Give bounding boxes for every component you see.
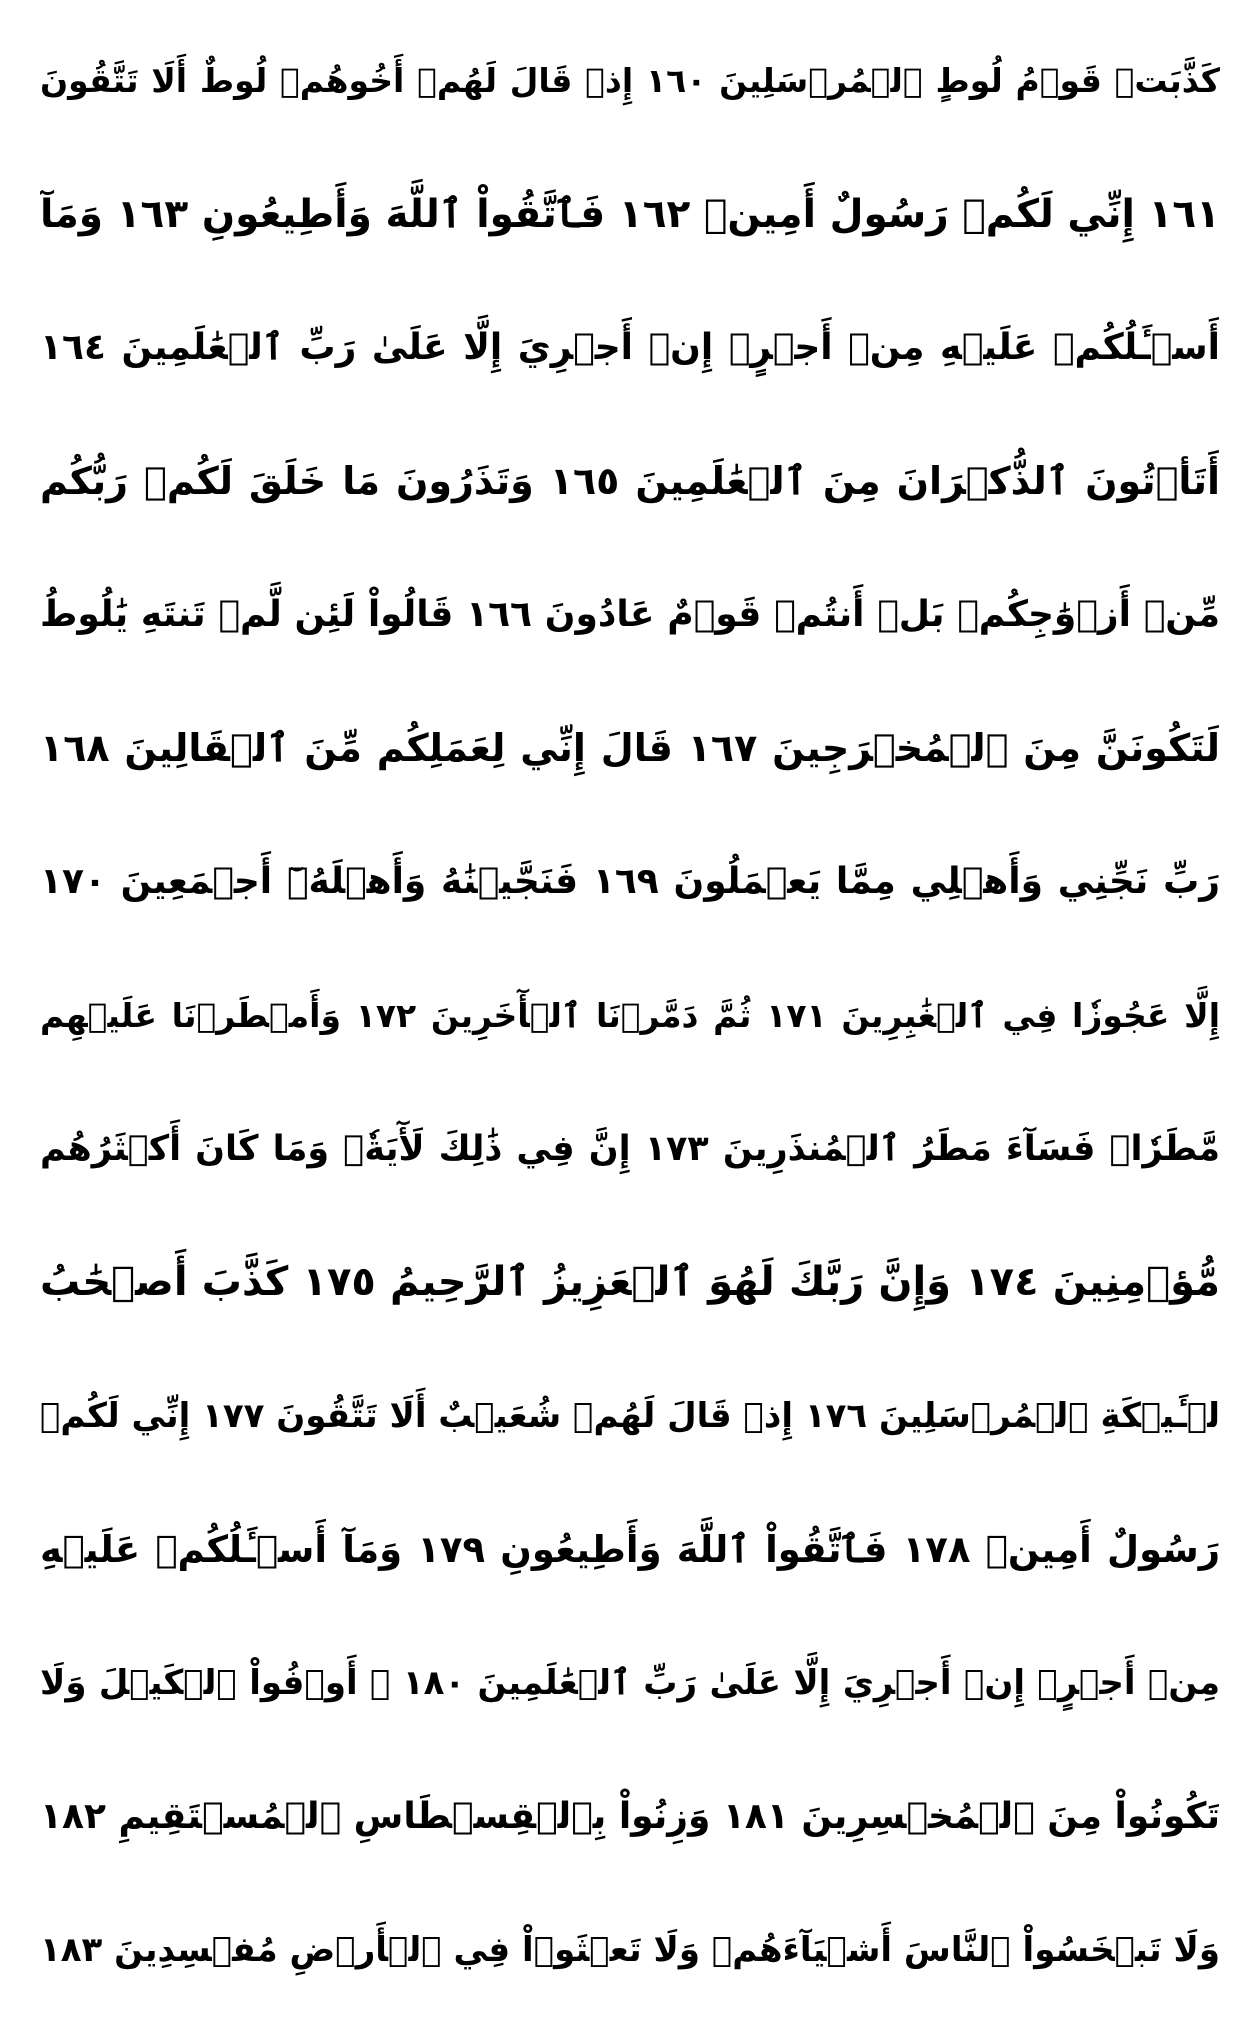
line-3-text: أَسۡـَٔلُكُمۡ عَلَيۡهِ مِنۡ أَجۡرٍۖ إِنۡ أَجۡرِيَ إِلَّا عَلَىٰ رَبِّ ٱلۡعَٰلَمِينَ ١٦٤ (40, 327, 1220, 369)
line-5-text: مِّنۡ أَزۡوَٰجِكُمۚ بَلۡ أَنتُمۡ قَوۡمٌ عَادُونَ ١٦٦ قَالُواْ لَئِن لَّمۡ تَنتَهِ يَٰلُوطُ (40, 594, 1220, 636)
text-line-6 (40, 682, 1220, 816)
line-10-text: مُّؤۡمِنِينَ ١٧٤ وَإِنَّ رَبَّكَ لَهُوَ ٱلۡعَزِيزُ ٱلرَّحِيمُ ١٧٥ كَذَّبَ أَصۡحَٰبُ (40, 1259, 1220, 1306)
line-2-text: ١٦١ إِنِّي لَكُمۡ رَسُولٌ أَمِينٞ ١٦٢ فَٱتَّقُواْ ٱللَّهَ وَأَطِيعُونِ ١٦٣ وَمَآ (40, 191, 1220, 237)
text-line-7 (40, 815, 1220, 949)
text-line-9 (40, 1082, 1220, 1216)
line-7-text: رَبِّ نَجِّنِي وَأَهۡلِي مِمَّا يَعۡمَلُونَ ١٦٩ فَنَجَّيۡنَٰهُ وَأَهۡلَهُۥٓ أَجۡمَعِينَ ١٧٠ (40, 861, 1220, 903)
line-6-text: لَتَكُونَنَّ مِنَ ٱلۡمُخۡرَجِينَ ١٦٧ قَالَ إِنِّي لِعَمَلِكُم مِّنَ ٱلۡقَالِينَ ١٦٨ (40, 726, 1220, 771)
text-line-4 (40, 415, 1220, 549)
line-1-text: كَذَّبَتۡ قَوۡمُ لُوطٍ ٱلۡمُرۡسَلِينَ ١٦٠ إِذۡ قَالَ لَهُمۡ أَخُوهُمۡ لُوطٌ أَلَا تَتَّقُونَ (40, 61, 1220, 101)
text-line-12 (40, 1483, 1220, 1617)
line-12-text: رَسُولٌ أَمِينٞ ١٧٨ فَٱتَّقُواْ ٱللَّهَ وَأَطِيعُونِ ١٧٩ وَمَآ أَسۡـَٔلُكُمۡ عَلَيۡهِ (40, 1527, 1220, 1571)
line-11-text: لۡـَٔيۡكَةِ ٱلۡمُرۡسَلِينَ ١٧٦ إِذۡ قَالَ لَهُمۡ شُعَيۡبٌ أَلَا تَتَّقُونَ ١٧٧ إِنِّي لَكُمۡ (40, 1395, 1220, 1436)
text-line-8 (40, 949, 1220, 1083)
line-15-text: وَلَا تَبۡخَسُواْ ٱلنَّاسَ أَشۡيَآءَهُمۡ وَلَا تَعۡثَوۡاْ فِي ٱلۡأَرۡضِ مُفۡسِدِينَ ١٨٣ (40, 1929, 1220, 1970)
text-line-3 (40, 281, 1220, 415)
line-9-text: مَّطَرٗاۖ فَسَآءَ مَطَرُ ٱلۡمُنذَرِينَ ١٧٣ إِنَّ فِي ذَٰلِكَ لَأٓيَةٗۖ وَمَا كَانَ أَكۡثَرُهُم (40, 1128, 1220, 1169)
text-line-13 (40, 1616, 1220, 1750)
text-line-10 (40, 1216, 1220, 1350)
text-line-1 (40, 14, 1220, 148)
line-14-text: تَكُونُواْ مِنَ ٱلۡمُخۡسِرِينَ ١٨١ وَزِنُواْ بِٱلۡقِسۡطَاسِ ٱلۡمُسۡتَقِيمِ ١٨٢ (40, 1795, 1220, 1837)
text-line-5 (40, 548, 1220, 682)
text-line-11 (40, 1349, 1220, 1483)
text-line-15 (40, 1883, 1220, 2017)
line-4-text: أَتَأۡتُونَ ٱلذُّكۡرَانَ مِنَ ٱلۡعَٰلَمِينَ ١٦٥ وَتَذَرُونَ مَا خَلَقَ لَكُمۡ رَبُّكُم (40, 459, 1220, 504)
line-8-text: إِلَّا عَجُوزٗا فِي ٱلۡغَٰبِرِينَ ١٧١ ثُمَّ دَمَّرۡنَا ٱلۡأٓخَرِينَ ١٧٢ وَأَمۡطَرۡنَا عَلَيۡهِم (40, 995, 1220, 1035)
line-13-text: مِنۡ أَجۡرٍۖ إِنۡ أَجۡرِيَ إِلَّا عَلَىٰ رَبِّ ٱلۡعَٰلَمِينَ ١٨٠ ۞ أَوۡفُواْ ٱلۡكَيۡلَ وَلَا (40, 1663, 1220, 1704)
text-block (40, 14, 1220, 2017)
text-line-14 (40, 1750, 1220, 1884)
text-line-2 (40, 148, 1220, 282)
